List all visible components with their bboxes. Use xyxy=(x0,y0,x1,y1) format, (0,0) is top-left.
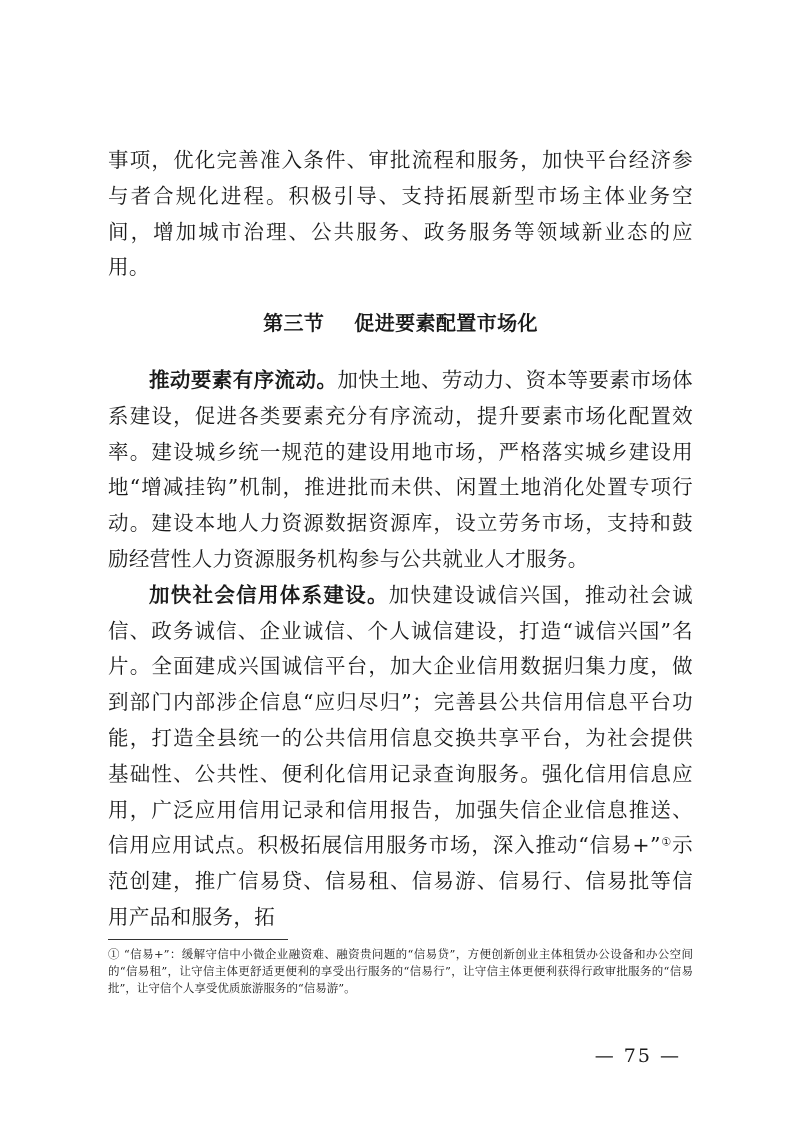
footnote-marker[interactable]: ① xyxy=(660,835,673,849)
section-number: 第三节 xyxy=(263,311,325,336)
paragraph-continuation: 事项，优化完善准入条件、审批流程和服务，加快平台经济参与者合规化进程。积极引导、支持拓展新型市场主体业务空间，增加城市治理、公共服务、政务服务等领域新业态的应用。 xyxy=(108,148,693,280)
paragraph-factor-flow xyxy=(108,363,693,578)
body-text xyxy=(108,143,693,936)
section-title: 促进要素配置市场化 xyxy=(354,311,538,336)
paragraph-text: 加快土地、劳动力、资本等要素市场体系建设，促进各类要素充分有序流动，提升要素市场化配置效率。建设城乡统一规范的建设用地市场，严格落实城乡建设用地“增减挂钩”机制，推进批而未供、闲置土地消化处置专项行动。建设本地人力资源数据资源库，设立劳务市场，支持和鼓励经营性人力资源服务机构参与公共就业人才服务。 xyxy=(108,367,693,571)
paragraph-lead: 加快社会信用体系建设。 xyxy=(149,582,389,607)
footnote xyxy=(108,946,693,997)
paragraph-text: 加快建设诚信兴国，推动社会诚信、政务诚信、企业诚信、个人诚信建设，打造“诚信兴国”名片。全面建成兴国诚信平台，加大企业信用数据归集力度，做到部门内部涉企信息“应归尽归”；完善县公共信用信息平台功能，打造全县统一的公共信用信息交换共享平台，为社会提供基础性、公共性、便利化信用记录查询服务。强化信用信息应用，广泛应用信用记录和信用报告，加强失信企业信息推送、信用应用试点。积极拓展信用服务市场，深入推动“信易+” xyxy=(108,582,693,858)
section-heading xyxy=(108,306,693,342)
paragraph-credit-system xyxy=(108,578,693,936)
footnote-text: ① “信易+”：缓解守信中小微企业融资难、融资贵问题的“信易贷”，方便创新创业主体租赁办公设备和办公空间的“信易租”，让守信主体更舒适更便利的享受出行服务的“信易行”，让守信主体更便利获得行政审批服务的“信易批”，让守信个人享受优质旅游服务的“信易游”。 xyxy=(108,947,693,995)
paragraph-text-continued: 示范创建，推广信易贷、信易租、信易游、信易行、信易批等信用产品和服务，拓 xyxy=(108,833,693,929)
page-number: — 75 — xyxy=(594,1045,681,1067)
paragraph-lead: 推动要素有序流动。 xyxy=(149,367,338,392)
footnote-divider xyxy=(108,939,288,940)
